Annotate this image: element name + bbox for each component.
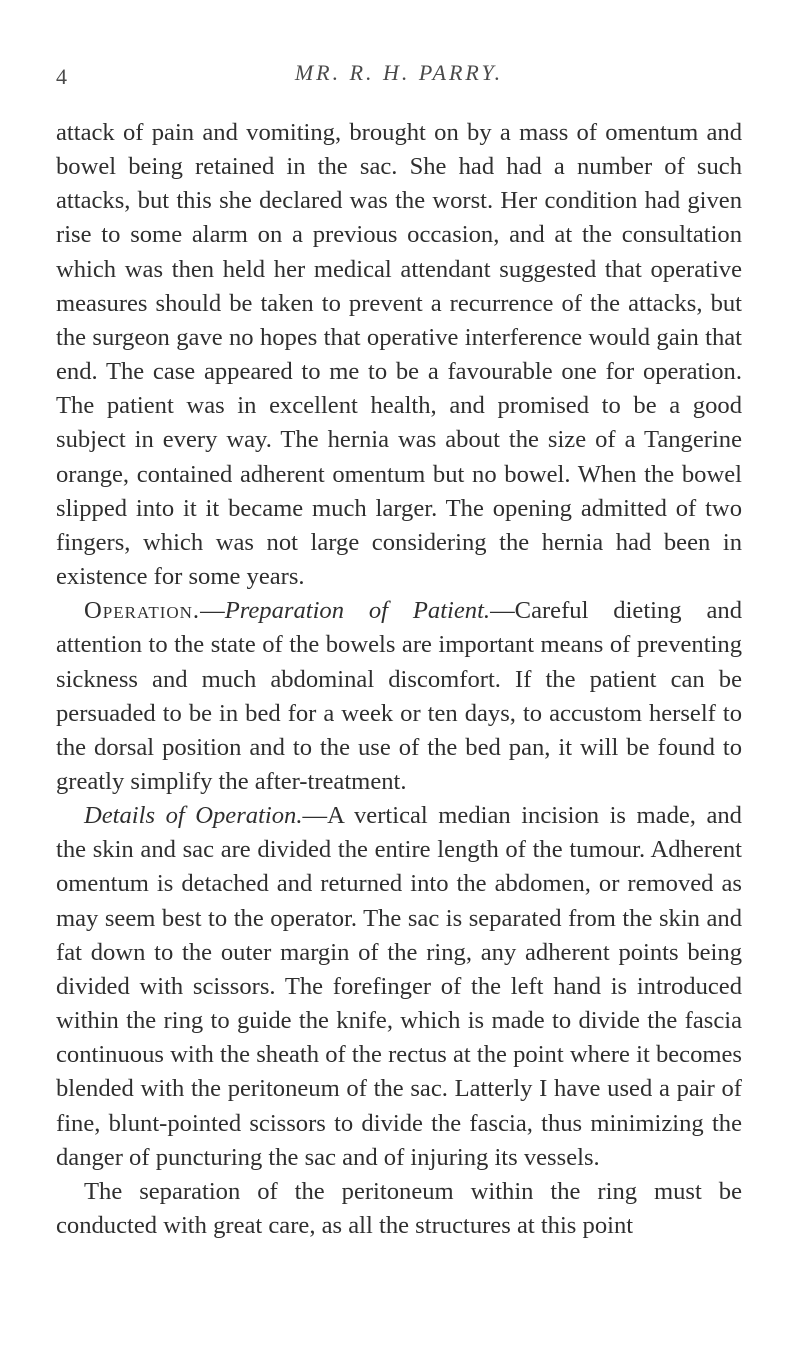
subheading-preparation: Preparation of Patient.: [224, 597, 491, 625]
subheading-details: Details of Operation.: [84, 802, 303, 830]
paragraph-text: A vertical median incision is made, and the skin and sac are divided the entire length of the tumour. Adherent omentum is detached and returned into the abdomen, or removed as may seem best to the operator. The sac is separated from the skin and fat down to the outer margin of the ring, any adherent points being divided with scissors. The forefinger of the left hand is introduced within the ring to guide the knife, which is made to divide the fascia continuous with the sheath of the rectus at the point where it becomes blended with the peritoneum of the sac. Latterly I have used a pair of fine, blunt-pointed scissors to divide the fascia, thus minimizing the danger of puncturing the sac and of injuring its vessels.: [56, 802, 742, 1171]
paragraph-text: Careful dieting and attention to the state of the bowels are important means of preventing sickness and much abdominal discomfort. If the patient can be persuaded to be in bed for a week or ten days, to accustom herself to the dorsal position and to the use of the bed pan, it will be found to greatly simplify the after-treatment.: [56, 597, 742, 795]
section-heading-operation: Operation.: [84, 597, 201, 625]
heading-dash: —: [490, 597, 515, 625]
heading-dash: —: [302, 802, 328, 830]
heading-separator: —: [200, 597, 225, 625]
running-header: [56, 60, 742, 96]
paragraph-separation: The separation of the peritoneum within the ring must be conducted with great care, as all the structures at this point: [56, 1177, 742, 1239]
paragraph-operation: [56, 594, 742, 799]
paragraph-details: [56, 799, 742, 1175]
body-text: [56, 116, 742, 1243]
paragraph-continuation: attack of pain and vomiting, brought on by a mass of omentum and bowel being retained in the sac. She had had a number of such attacks, but this she declared was the worst. Her condition had given rise to some alarm on a previous occasion, and at the consultation which was then held her medical attendant suggested that operative measures should be taken to prevent a recurrence of the attacks, but the surgeon gave no hopes that operative interference would gain that end. The case appeared to me to be a favourable one for operation. The patient was in excellent health, and promised to be a good subject in every way. The hernia was about the size of a Tangerine orange, contained adherent omentum but no bowel. When the bowel slipped into it it became much larger. The opening admitted of two fingers, which was not large considering the hernia had been in existence for some years.: [56, 119, 742, 591]
page-number: 4: [56, 64, 67, 89]
running-title: MR. R. H. PARRY.: [294, 60, 504, 85]
